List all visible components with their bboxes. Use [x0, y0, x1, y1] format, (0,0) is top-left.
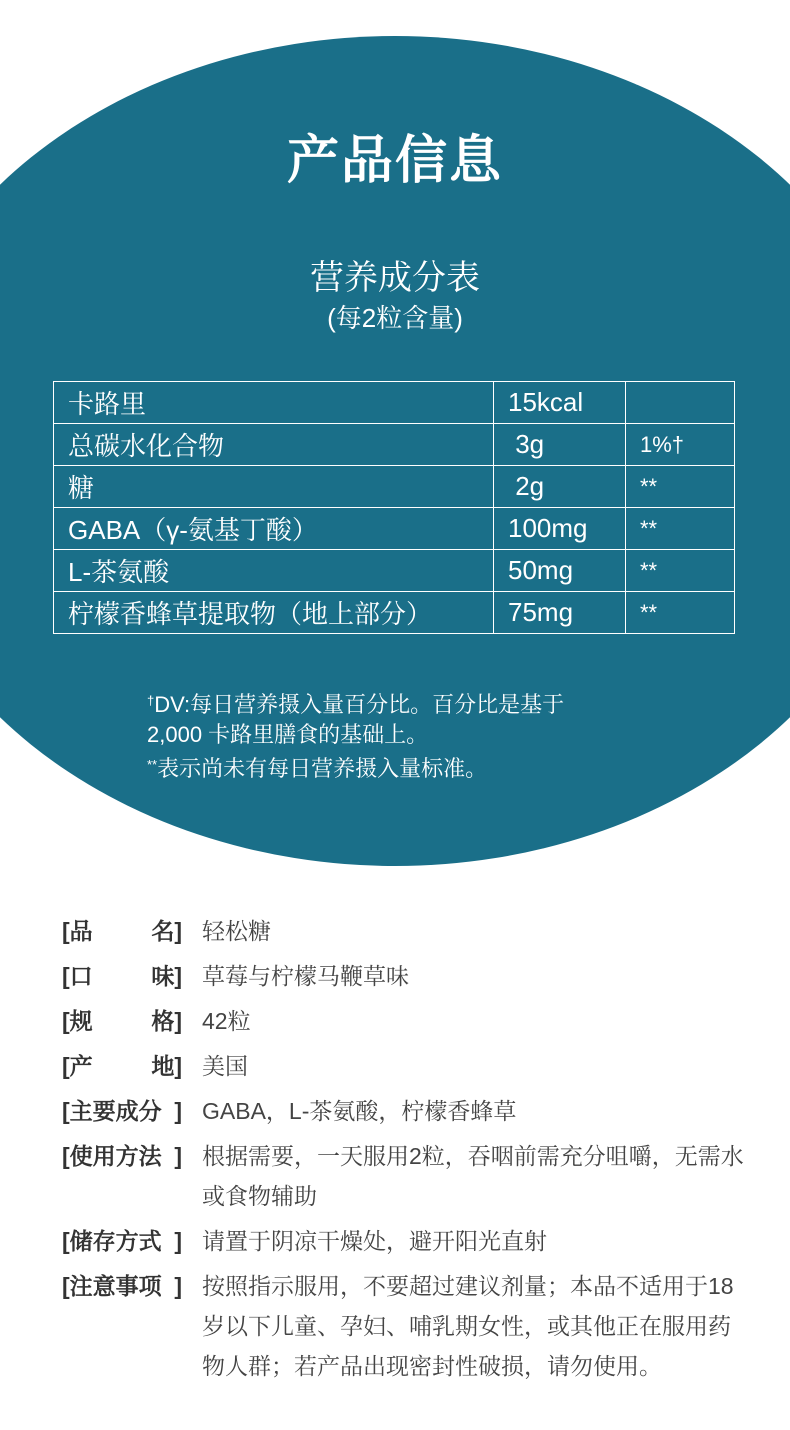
info-label: [储存方式 ]: [62, 1228, 182, 1254]
table-row: [54, 592, 735, 634]
star-mark: **: [147, 757, 158, 772]
table-row: [54, 508, 735, 550]
info-row-origin: [62, 1051, 752, 1086]
info-row-flavor: [62, 961, 752, 996]
info-row-storage: [62, 1226, 752, 1261]
info-value: 根据需要，一天服用2粒，吞咽前需充分咀嚼，无需水或食物辅助: [202, 1143, 744, 1209]
nutrient-name: 糖: [54, 466, 494, 508]
info-label: [主要成分 ]: [62, 1098, 182, 1124]
info-label: [产 地]: [62, 1053, 182, 1079]
nutrient-dv: **: [626, 550, 735, 592]
nutrient-amount: 50mg: [494, 550, 626, 592]
footnote-line2: 2,000 卡路里膳食的基础上。: [147, 722, 429, 747]
product-info-list: [62, 916, 752, 1396]
table-row: [54, 382, 735, 424]
nutrition-table: [53, 381, 735, 634]
table-title: 营养成分表: [310, 259, 480, 297]
info-label: [口 味]: [62, 963, 182, 989]
nutrient-dv: **: [626, 466, 735, 508]
info-value: 42粒: [202, 1008, 251, 1034]
page-title: 产品信息: [286, 132, 503, 190]
info-value: 请置于阴凉干燥处，避开阳光直射: [202, 1228, 547, 1254]
info-label: [使用方法 ]: [62, 1143, 182, 1169]
footnote-line1: DV:每日营养摄入量百分比。百分比是基于: [154, 692, 565, 717]
footnote-line3: 表示尚未有每日营养摄入量标准。: [157, 756, 488, 781]
footnote-dv: [147, 686, 564, 720]
nutrient-name: GABA（γ-氨基丁酸）: [54, 508, 494, 550]
footnotes: [147, 686, 564, 784]
info-label: [规 格]: [62, 1008, 182, 1034]
info-value: 轻松糖: [202, 918, 271, 944]
nutrient-dv: **: [626, 508, 735, 550]
nutrient-dv: 1%†: [626, 424, 735, 466]
info-row-name: [62, 916, 752, 951]
table-row: [54, 466, 735, 508]
info-row-usage: [62, 1141, 752, 1216]
info-value: GABA，L-茶氨酸，柠檬香蜂草: [202, 1098, 517, 1124]
dagger-mark: †: [147, 693, 155, 708]
nutrient-amount: 100mg: [494, 508, 626, 550]
table-subtitle: (每2粒含量): [327, 303, 463, 333]
info-label: [注意事项 ]: [62, 1273, 182, 1299]
nutrient-dv: **: [626, 592, 735, 634]
table-row: [54, 550, 735, 592]
info-label: [品 名]: [62, 918, 182, 944]
nutrient-name: 卡路里: [54, 382, 494, 424]
nutrient-dv: [626, 382, 735, 424]
nutrient-name: L-茶氨酸: [54, 550, 494, 592]
nutrient-name: 柠檬香蜂草提取物（地上部分）: [54, 592, 494, 634]
info-row-cautions: [62, 1271, 752, 1386]
nutrient-amount: 15kcal: [494, 382, 626, 424]
footnote-stars: [147, 750, 564, 784]
nutrient-name: 总碳水化合物: [54, 424, 494, 466]
nutrient-amount: 2g: [494, 466, 626, 508]
info-value: 美国: [202, 1053, 248, 1079]
info-row-spec: [62, 1006, 752, 1041]
info-row-ingredients: [62, 1096, 752, 1131]
nutrient-amount: 75mg: [494, 592, 626, 634]
info-value: 草莓与柠檬马鞭草味: [202, 963, 409, 989]
table-row: [54, 424, 735, 466]
nutrient-amount: 3g: [494, 424, 626, 466]
info-value: 按照指示服用，不要超过建议剂量；本品不适用于18岁以下儿童、孕妇、哺乳期女性，或其他正在服用药物人群；若产品出现密封性破损，请勿使用。: [202, 1273, 734, 1379]
